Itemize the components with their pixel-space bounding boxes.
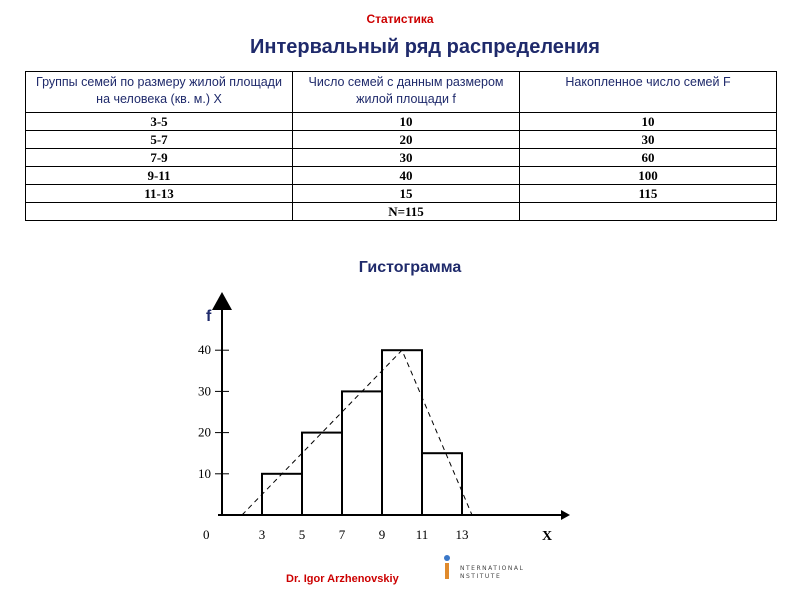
cell-frequency: 20 [293, 131, 520, 149]
histogram-title: Гистограмма [358, 259, 462, 276]
origin-label: 0 [203, 527, 210, 542]
cell-interval: 7-9 [26, 149, 293, 167]
cell-interval: 9-11 [26, 167, 293, 185]
person-icon [438, 553, 460, 589]
x-tick-label: 3 [258, 527, 266, 542]
cell-frequency: 15 [293, 185, 520, 203]
cell-frequency: 30 [293, 149, 520, 167]
x-tick-label: 11 [415, 527, 429, 542]
col-header-cumulative: Накопленное число семей F [520, 72, 777, 113]
y-axis-label: f [206, 308, 212, 325]
y-tick-label: 10 [198, 465, 211, 481]
x-axis-arrow [561, 510, 570, 520]
y-tick-label: 20 [198, 424, 211, 440]
col-header-groups: Группы семей по размеру жилой площади на человека (кв. м.) X [26, 72, 293, 113]
cell-frequency: 40 [293, 167, 520, 185]
x-axis-label: X [542, 529, 553, 544]
x-tick-label: 5 [298, 527, 306, 542]
cell-cumulative: 115 [520, 185, 777, 203]
institute-logo [438, 553, 528, 589]
col-header-frequency: Число семей с данным размером жилой площади f [293, 72, 520, 113]
x-tick-label: 7 [338, 527, 346, 542]
logo-line2: NSTITUTE [460, 573, 502, 580]
histogram-bar [262, 474, 302, 515]
cell-interval: 3-5 [26, 113, 293, 131]
y-tick-label: 30 [198, 383, 211, 399]
cell-cumulative: 30 [520, 131, 777, 149]
y-tick-label: 40 [198, 342, 211, 358]
histogram-bar [342, 391, 382, 515]
cell-interval: 11-13 [26, 185, 293, 203]
cell-cumulative: 60 [520, 149, 777, 167]
histogram-bar [382, 350, 422, 515]
cell-cumulative: 10 [520, 113, 777, 131]
section-label: Статистика [366, 12, 434, 26]
cell-cumulative: 100 [520, 167, 777, 185]
frequency-polygon [242, 350, 472, 515]
histogram-bar [422, 453, 462, 515]
cell-frequency: 10 [293, 113, 520, 131]
histogram-bar [302, 433, 342, 515]
x-tick-label: 9 [378, 527, 386, 542]
page-title: Интервальный ряд распределения [250, 36, 600, 58]
cell-total: N=115 [293, 203, 520, 221]
author-credit: Dr. Igor Arzhenovskiy [286, 573, 399, 585]
x-tick-label: 13 [455, 527, 469, 542]
cell-interval: 5-7 [26, 131, 293, 149]
logo-line1: NTERNATIONAL [460, 565, 525, 572]
